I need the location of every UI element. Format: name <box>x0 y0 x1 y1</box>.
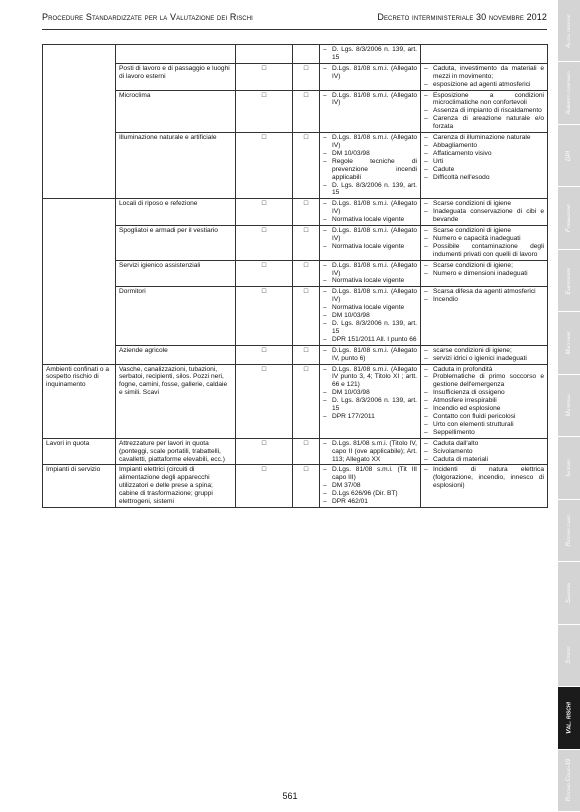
risks-cell <box>421 287 548 345</box>
table-row <box>43 90 548 133</box>
side-tab-label: Rischio canc. <box>566 514 572 547</box>
page-number: 561 <box>282 791 298 801</box>
checkbox-a: □ <box>236 465 293 508</box>
reference-item: – D.Lgs. 81/08 s.m.i. (Titolo IV, capo II (ove applicabile); Art. 113; Allegato XX <box>323 440 417 464</box>
side-tab[interactable] <box>558 750 580 812</box>
references-cell <box>320 438 421 465</box>
risk-item: – Contatto con fluidi pericolosi <box>424 413 544 421</box>
area-cell <box>43 199 116 364</box>
item-cell: Aziende agricole <box>116 345 236 364</box>
risks-cell <box>421 345 548 364</box>
side-tab-label: Materiali <box>566 394 572 417</box>
risks-cell <box>421 364 548 438</box>
item-cell: Illuminazione naturale e artificiale <box>116 133 236 199</box>
reference-item: – D.Lgs. 81/08 s.m.i. (Allegato IV) <box>323 200 417 216</box>
reference-item: – D. Lgs. 8/3/2006 n. 139, art. 15 <box>323 397 417 413</box>
checkbox-b: □ <box>293 226 320 261</box>
risk-item: – Scarsa difesa da agenti atmosferici <box>424 288 544 296</box>
risk-item: – Scarse condizioni di igiene <box>424 200 544 208</box>
risk-item: – Caduta in profondità <box>424 366 544 374</box>
risk-item: – Carenza di areazione naturale e/o forzata <box>424 115 544 131</box>
item-cell: Servizi igienico assistenziali <box>116 260 236 287</box>
risk-item: – Incidenti di natura elettrica (folgorazione, incendio, innesco di esplosioni) <box>424 466 544 490</box>
risk-item: – Numero e dimensioni inadeguati <box>424 270 544 278</box>
area-cell: Impianti di servizio <box>43 465 116 508</box>
risk-item: – scarse condizioni di igiene; <box>424 347 544 355</box>
checkbox-b: □ <box>293 438 320 465</box>
side-tab[interactable] <box>558 62 580 124</box>
risk-item: – Caduta, investimento da materiali e mezzi in movimento; <box>424 65 544 81</box>
side-tab-label: Ambienti confinati <box>566 71 572 115</box>
references-cell <box>320 465 421 508</box>
checkbox-a: □ <box>236 438 293 465</box>
reference-item: – DPR 177/2011 <box>323 413 417 421</box>
risks-cell <box>421 199 548 226</box>
side-tab[interactable] <box>558 687 580 749</box>
references-cell <box>320 364 421 438</box>
item-cell: Vasche, canalizzazioni, tubazioni, serbatoi, recipienti, silos. Pozzi neri, fogne, camini, fosse, gallerie, caldaie e simili. Scavi <box>116 364 236 438</box>
side-tab-label: DPI <box>566 150 572 161</box>
table-row <box>43 133 548 199</box>
table-row <box>43 63 548 90</box>
table-row <box>43 45 548 64</box>
reference-item: – D. Lgs. 8/3/2006 n. 139, art. 15 <box>323 320 417 336</box>
checkbox-b: □ <box>293 133 320 199</box>
risk-item: – Possibile contaminazione degli indumenti privati con quelli di lavoro <box>424 243 544 259</box>
references-cell <box>320 345 421 364</box>
side-tab[interactable] <box>558 250 580 312</box>
risk-item: – Scivolamento <box>424 448 544 456</box>
checkbox-a: □ <box>236 226 293 261</box>
area-cell <box>43 45 116 199</box>
risk-table <box>42 44 548 508</box>
side-tab-label: Formazione <box>566 204 572 233</box>
checkbox-b <box>293 45 320 64</box>
reference-item: – D.Lgs. 81/08 s.m.i. (Allegato IV) <box>323 227 417 243</box>
risk-item: – Difficoltà nell'esodo <box>424 174 544 182</box>
side-tab-label: Alcol droghe <box>566 13 572 48</box>
risk-item: – Abbagliamento <box>424 142 544 150</box>
side-tab-label: Emergenze <box>566 267 572 294</box>
risk-item: – Insufficienza di ossigeno <box>424 389 544 397</box>
table-row <box>43 199 548 226</box>
risk-item: – Assenza di impianto di riscaldamento <box>424 107 544 115</box>
item-cell: Posti di lavoro e di passaggio e luoghi di lavoro esterni <box>116 63 236 90</box>
checkbox-a: □ <box>236 260 293 287</box>
side-tab[interactable] <box>558 625 580 687</box>
reference-item: – D.Lgs. 81/08 s.m.i. (Tit III capo III) <box>323 466 417 482</box>
risk-item: – servizi idrici o igienici inadeguati <box>424 355 544 363</box>
reference-item: – D.Lgs. 81/08 s.m.i. (Allegato IV) <box>323 262 417 278</box>
risk-item: – Atmosfere irrespirabili <box>424 397 544 405</box>
checkbox-b: □ <box>293 90 320 133</box>
reference-item: – D.Lgs. 81/08 s.m.i. (Allegato IV) <box>323 288 417 304</box>
risk-item: – Affaticamento visivo <box>424 150 544 158</box>
references-cell <box>320 199 421 226</box>
risk-item: – Seppellimento <box>424 429 544 437</box>
references-cell <box>320 63 421 90</box>
side-tab-label: Macchine <box>566 331 572 355</box>
risks-cell <box>421 45 548 64</box>
header-rule <box>42 29 547 30</box>
side-tab[interactable] <box>558 437 580 499</box>
checkbox-a: □ <box>236 90 293 133</box>
item-cell: Attrezzature per lavori in quota (ponteggi, scale portatili, trabattelli, cavalletti, piattaforme elevabili, ecc.) <box>116 438 236 465</box>
running-header <box>42 12 547 28</box>
checkbox-a: □ <box>236 63 293 90</box>
table-row <box>43 465 548 508</box>
table-row <box>43 364 548 438</box>
side-tab[interactable] <box>558 312 580 374</box>
checkbox-a: □ <box>236 345 293 364</box>
checkbox-a: □ <box>236 364 293 438</box>
risks-cell <box>421 133 548 199</box>
references-cell <box>320 133 421 199</box>
references-cell <box>320 226 421 261</box>
table-row <box>43 260 548 287</box>
reference-item: – Normativa locale vigente <box>323 243 417 251</box>
reference-item: – DM 10/03/98 <box>323 150 417 158</box>
reference-item: – D.Lgs 626/96 (Dir. BT) <box>323 490 417 498</box>
item-cell: Spogliatoi e armadi per il vestiario <box>116 226 236 261</box>
risk-item: – esposizione ad agenti atmosferici <box>424 81 544 89</box>
reference-item: – D. Lgs. 8/3/2006 n. 139, art. 15 <box>323 182 417 198</box>
side-tab[interactable] <box>558 0 580 62</box>
reference-item: – Regole tecniche di prevenzione incendi applicabili <box>323 158 417 182</box>
item-cell: Microclima <box>116 90 236 133</box>
risks-cell <box>421 226 548 261</box>
reference-item: – Normativa locale vigente <box>323 216 417 224</box>
checkbox-b: □ <box>293 345 320 364</box>
reference-item: – DM 10/03/98 <box>323 312 417 320</box>
risk-item: – Inadeguata conservazione di cibi e bevande <box>424 208 544 224</box>
references-cell <box>320 90 421 133</box>
header-right: Decreto interministeriale 30 novembre 2012 <box>377 12 547 22</box>
reference-item: – DPR 462/01 <box>323 498 417 506</box>
reference-item: – D.Lgs. 81/08 s.m.i. (Allegato IV) <box>323 65 417 81</box>
reference-item: – DM 10/03/98 <box>323 389 417 397</box>
references-cell <box>320 287 421 345</box>
side-tab-label: Stress <box>566 646 572 664</box>
reference-item: – D.Lgs. 81/08 s.m.i. (Allegato IV) <box>323 92 417 108</box>
item-cell: Dormitori <box>116 287 236 345</box>
risks-cell <box>421 90 548 133</box>
reference-item: – Normativa locale vigente <box>323 304 417 312</box>
item-cell: Impianti elettrici (circuiti di alimentazione degli apparecchi utilizzatori e delle prese a spina; cabine di trasformazione; gruppi elettrogeni, sistemi <box>116 465 236 508</box>
side-tab[interactable] <box>558 500 580 562</box>
references-cell <box>320 45 421 64</box>
risk-item: – Esposizione a condizioni microclimatiche non confortevoli <box>424 92 544 108</box>
reference-item: – DM 37/08 <box>323 482 417 490</box>
side-tab[interactable] <box>558 187 580 249</box>
table-row <box>43 438 548 465</box>
area-cell: Lavori in quota <box>43 438 116 465</box>
section-tabs <box>558 0 580 812</box>
risk-item: – Carenza di illuminazione naturale <box>424 134 544 142</box>
reference-item: – D.Lgs. 81/08 s.m.i. (Allegato IV) <box>323 134 417 150</box>
reference-item: – D.Lgs. 81/08 s.m.i. (Allegato IV, punto 6) <box>323 347 417 363</box>
checkbox-b: □ <box>293 260 320 287</box>
item-cell <box>116 45 236 64</box>
reference-item: – D. Lgs. 8/3/2006 n. 139, art. 15 <box>323 46 417 62</box>
side-tab[interactable] <box>558 562 580 624</box>
risk-item: – Caduta di materiali <box>424 456 544 464</box>
risk-item: – Cadute <box>424 166 544 174</box>
item-cell: Locali di riposo e refezione <box>116 199 236 226</box>
risks-cell <box>421 438 548 465</box>
risk-item: – Incendio ed esplosione <box>424 405 544 413</box>
checkbox-b: □ <box>293 364 320 438</box>
table-row <box>43 226 548 261</box>
checkbox-a <box>236 45 293 64</box>
area-cell: Ambienti confinati o a sospetto rischio di inquinamento <box>43 364 116 438</box>
side-tab-label: Rischio Covid-19 <box>566 758 572 802</box>
side-tab[interactable] <box>558 125 580 187</box>
risk-item: – Scarse condizioni di igiene; <box>424 262 544 270</box>
risk-item: – Urto con elementi strutturali <box>424 421 544 429</box>
table-row <box>43 287 548 345</box>
risk-item: – Problematiche di primo soccorso e gestione dell'emergenza <box>424 373 544 389</box>
risks-cell <box>421 260 548 287</box>
references-cell <box>320 260 421 287</box>
risk-item: – Caduta dall'alto <box>424 440 544 448</box>
checkbox-b: □ <box>293 287 320 345</box>
side-tab-label: Incendi <box>566 459 572 477</box>
reference-item: – DPR 151/2011 All. I punto 66 <box>323 336 417 344</box>
checkbox-b: □ <box>293 465 320 508</box>
reference-item: – D.Lgs. 81/08 s.m.i. (Allegato IV punto 3, 4; Titolo XI ; artt. 66 e 121) <box>323 366 417 390</box>
checkbox-a: □ <box>236 199 293 226</box>
side-tab[interactable] <box>558 375 580 437</box>
table-row <box>43 345 548 364</box>
reference-item: – Normativa locale vigente <box>323 277 417 285</box>
header-left: Procedure Standardizzate per la Valutazione dei Rischi <box>42 12 253 22</box>
side-tab-label: Sanzioni <box>566 582 572 603</box>
risk-item: – Numero e capacità inadeguati <box>424 235 544 243</box>
risks-cell <box>421 465 548 508</box>
side-tab-label: Val. rischi <box>565 701 573 734</box>
risk-item: – Scarse condizioni di igiene <box>424 227 544 235</box>
checkbox-a: □ <box>236 287 293 345</box>
risk-item: – Incendio <box>424 296 544 304</box>
risks-cell <box>421 63 548 90</box>
risk-item: – Urti <box>424 158 544 166</box>
checkbox-b: □ <box>293 63 320 90</box>
checkbox-b: □ <box>293 199 320 226</box>
checkbox-a: □ <box>236 133 293 199</box>
